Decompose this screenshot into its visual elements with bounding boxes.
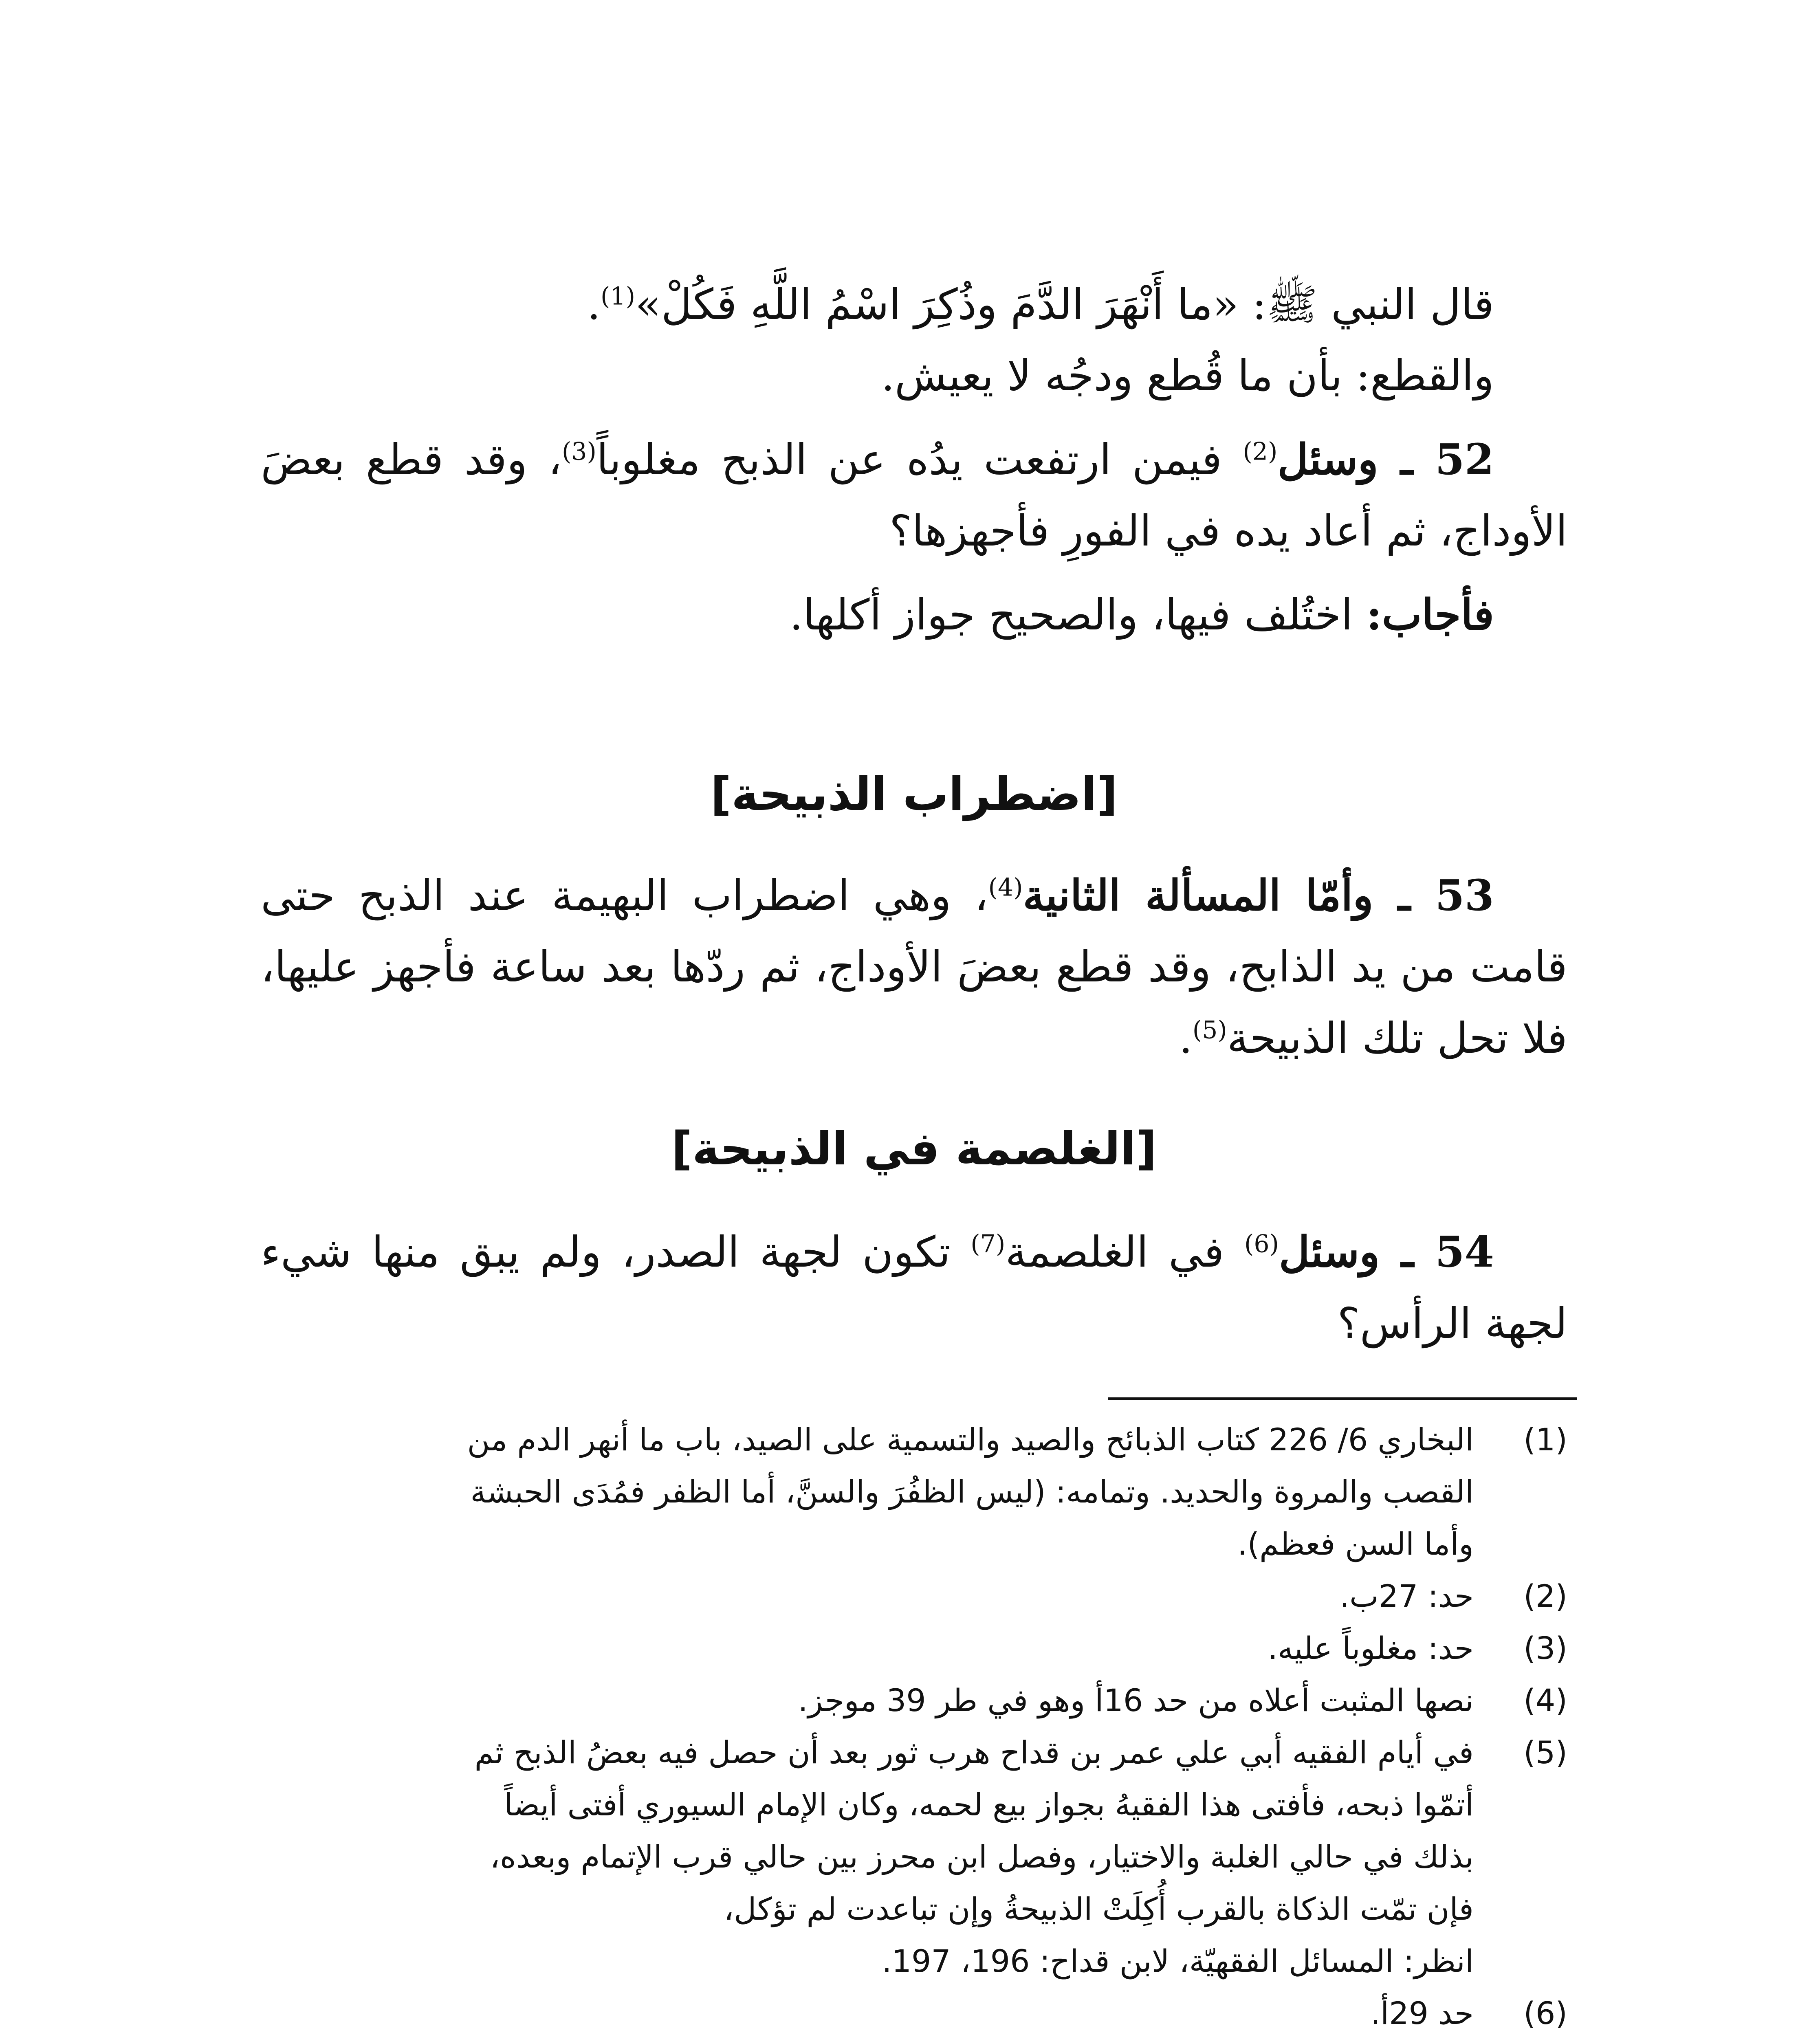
footnote-line: حد 29أ. [1370,1995,1474,2031]
question-54 [261,1216,1567,1359]
section-heading-slaughter-struggle: [اضطراب الذبيحة] [710,768,1118,821]
footnote-text [261,1987,1474,2037]
footnote-text [261,1570,1474,1622]
footnote-text [261,1622,1474,1674]
paragraph-53 [261,860,1567,1074]
footnote-ref-4: (4) [988,873,1023,902]
footnote-line: نصها المثبت أعلاه من حد 16أ وهو في طر 39 موجز. [798,1682,1474,1718]
footnote-number: (5) [1523,1734,1567,1771]
footnote-line: حد: مغلوباً عليه. [1268,1630,1474,1666]
paragraph-53-text-a: ، وهي اضطراب البهيمة عند الذبح حتى قامت من يد الذابح، وقد قطع بعضَ الأوداج، ثم ردّها بعد ساعة فأجهز عليها، فلا تحل تلك الذبيحة [261,871,1567,1063]
footnote-ref-5: (5) [1192,1016,1227,1045]
question-52-label: 52 ـ وسئل [1277,434,1494,484]
question-54-label: 54 ـ وسئل [1279,1227,1494,1277]
hadith-text: قال النبي ﷺ: «ما أَنْهَرَ الدَّمَ وذُكِرَ اسْمُ اللَّهِ فَكُلْ» [635,279,1494,329]
footnote-4 [261,1674,1567,1727]
paragraph-53-text-b: . [1179,1013,1193,1063]
footnote-line: فإن تمّت الذكاة بالقرب أُكِلَتْ الذبيحةُ وإن تباعدت لم تؤكل، [724,1891,1474,1927]
footnote-ref-6: (6) [1244,1230,1279,1258]
footnote-number: (1) [1523,1421,1567,1458]
footnote-line: وأما السن فعظم). [1237,1526,1474,1562]
footnote-separator [1108,1397,1577,1400]
footnote-6 [261,1987,1567,2037]
paragraph-53-label: 53 ـ وأمّا المسألة الثانية [1023,870,1494,920]
footnote-5 [261,1727,1567,1987]
footnote-1 [261,1414,1567,1570]
footnote-text [261,1727,1474,1987]
footnote-3 [261,1622,1567,1674]
passage-54 [261,1216,1567,1359]
footnote-ref-7: (7) [971,1230,1006,1258]
section-heading-epiglottis: [الغلصمة في الذبيحة] [671,1122,1157,1175]
cutting-definition: والقطع: بأن ما قُطع ودجُه لا يعيش. [881,351,1494,400]
footnote-number: (6) [1523,1995,1567,2031]
footnotes [261,1414,1567,2037]
footnote-line: انظر: المسائل الفقهيّة، لابن قداح: 196، 197. [882,1943,1474,1979]
footnote-line: حد: 27ب. [1339,1578,1474,1614]
question-52-text-a: فيمن ارتفعت يدُه عن الذبح مغلوباً [596,435,1243,484]
answer-52 [261,579,1567,651]
footnote-line: القصب والمروة والحديد. وتمامه: (ليس الظفُرَ والسنَّ، أما الظفر فمُدَى الحبشة [470,1474,1474,1510]
footnote-number: (4) [1523,1682,1567,1718]
footnote-ref-1: (1) [601,282,636,311]
footnote-ref-2: (2) [1243,437,1278,466]
footnote-line: أتمّوا ذبحه، فأفتى هذا الفقيهُ بجواز بيع لحمه، وكان الإمام السيوري أفتى أيضاً [504,1786,1474,1823]
footnote-ref-3: (3) [561,437,596,466]
footnote-2 [261,1570,1567,1622]
question-54-text-a: في الغلصمة [1005,1227,1244,1277]
hadith-end: . [587,279,601,329]
footnote-line: البخاري 6/ 226 كتاب الذبائح والصيد والتسمية على الصيد، باب ما أنهر الدم من [467,1421,1474,1458]
footnote-number: (3) [1523,1630,1567,1666]
footnote-number: (2) [1523,1578,1567,1614]
passage-53 [261,860,1567,1074]
hadith-line [261,269,1567,340]
passage-52 [261,269,1567,651]
footnote-text [261,1414,1474,1570]
question-54-text-b: تكون لجهة الصدر، ولم يبق منها شيء لجهة الرأس؟ [261,1227,1567,1348]
question-52 [261,424,1567,567]
footnote-line: في أيام الفقيه أبي علي عمر بن قداح هرب ثور بعد أن حصل فيه بعضُ الذبح ثم [474,1734,1474,1771]
answer-52-text: اختُلف فيها، والصحيح جواز أكلها. [789,590,1367,640]
footnote-text [261,1674,1474,1727]
question-52-text-b: ، وقد قطع بعضَ الأوداج، ثم أعاد يده في الفورِ فأجهزها؟ [261,435,1567,556]
footnote-line: بذلك في حالي الغلبة والاختيار، وفصل ابن محرز بين حالي قرب الإتمام وبعده، [490,1839,1474,1875]
answer-52-label: فأجاب: [1366,590,1494,640]
